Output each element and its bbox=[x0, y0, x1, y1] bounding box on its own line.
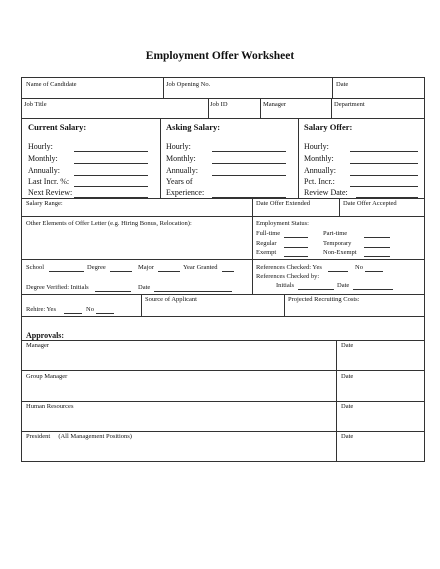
year-granted-label: Year Granted bbox=[183, 264, 218, 271]
full-time-label: Full-time bbox=[256, 230, 281, 237]
row-divider bbox=[22, 401, 424, 402]
offer-pct-incr-label: Pct. Incr.: bbox=[304, 177, 335, 186]
approval-group-manager-date-label: Date bbox=[341, 373, 354, 380]
references-initials-line[interactable] bbox=[298, 289, 334, 290]
divider bbox=[298, 118, 299, 198]
school-line[interactable] bbox=[49, 271, 84, 272]
divider bbox=[260, 98, 261, 118]
approval-manager-label: Manager bbox=[26, 342, 50, 349]
degree-line[interactable] bbox=[110, 271, 132, 272]
non-exempt-line[interactable] bbox=[364, 256, 390, 257]
approval-hr-date-label: Date bbox=[341, 403, 354, 410]
regular-line[interactable] bbox=[284, 247, 308, 248]
current-salary-heading: Current Salary: bbox=[28, 122, 87, 132]
degree-verified-line[interactable] bbox=[95, 291, 131, 292]
employment-status-label: Employment Status: bbox=[256, 220, 309, 227]
worksheet-form bbox=[21, 77, 425, 462]
row-divider bbox=[22, 198, 424, 199]
approval-hr-label: Human Resources bbox=[26, 403, 74, 410]
approval-president-date-label: Date bbox=[341, 433, 354, 440]
current-monthly-line[interactable] bbox=[74, 163, 148, 164]
major-label: Major bbox=[138, 264, 154, 271]
department-label: Department bbox=[334, 101, 365, 108]
row-divider bbox=[22, 431, 424, 432]
rehire-no-label: No bbox=[86, 306, 94, 313]
asking-annually-label: Annually: bbox=[166, 166, 198, 175]
references-no-label: No bbox=[355, 264, 363, 271]
job-opening-no-label: Job Opening No. bbox=[166, 81, 211, 88]
offer-monthly-label: Monthly: bbox=[304, 154, 334, 163]
row-divider bbox=[22, 216, 424, 217]
job-id-label: Job ID bbox=[210, 101, 228, 108]
current-hourly-label: Hourly: bbox=[28, 142, 53, 151]
current-hourly-line[interactable] bbox=[74, 151, 148, 152]
divider bbox=[339, 198, 340, 216]
offer-review-date-label: Review Date: bbox=[304, 188, 348, 197]
asking-experience-label: Experience: bbox=[166, 188, 205, 197]
current-last-incr-line[interactable] bbox=[74, 186, 148, 187]
divider bbox=[252, 216, 253, 259]
row-divider bbox=[22, 316, 424, 317]
asking-monthly-label: Monthly: bbox=[166, 154, 196, 163]
asking-hourly-label: Hourly: bbox=[166, 142, 191, 151]
temporary-line[interactable] bbox=[364, 247, 390, 248]
regular-label: Regular bbox=[256, 240, 277, 247]
major-line[interactable] bbox=[158, 271, 180, 272]
rehire-yes-line[interactable] bbox=[64, 313, 82, 314]
full-time-line[interactable] bbox=[284, 237, 308, 238]
current-annually-line[interactable] bbox=[74, 175, 148, 176]
offer-pct-incr-line[interactable] bbox=[350, 186, 418, 187]
divider bbox=[252, 198, 253, 216]
date-offer-accepted-label: Date Offer Accepted bbox=[343, 200, 397, 207]
asking-hourly-line[interactable] bbox=[212, 151, 286, 152]
source-of-applicant-label: Source of Applicant bbox=[145, 296, 197, 303]
row-divider bbox=[22, 118, 424, 119]
school-label: School bbox=[26, 264, 45, 271]
page-title: Employment Offer Worksheet bbox=[145, 50, 295, 62]
part-time-line[interactable] bbox=[364, 237, 390, 238]
divider bbox=[331, 98, 332, 118]
rehire-label: Rehire: Yes bbox=[26, 306, 56, 313]
offer-hourly-line[interactable] bbox=[350, 151, 418, 152]
asking-monthly-line[interactable] bbox=[212, 163, 286, 164]
year-granted-line[interactable] bbox=[222, 271, 234, 272]
divider bbox=[284, 294, 285, 316]
approval-group-manager-label: Group Manager bbox=[26, 373, 68, 380]
manager-label: Manager bbox=[263, 101, 287, 108]
exempt-line[interactable] bbox=[284, 256, 308, 257]
divider bbox=[163, 78, 164, 98]
offer-monthly-line[interactable] bbox=[350, 163, 418, 164]
part-time-label: Part-time bbox=[323, 230, 348, 237]
degree-label: Degree bbox=[87, 264, 106, 271]
approval-president-label: President (All Management Positions) bbox=[26, 433, 132, 440]
approvals-heading: Approvals: bbox=[26, 331, 65, 340]
divider bbox=[252, 259, 253, 294]
references-date-line[interactable] bbox=[353, 289, 393, 290]
row-divider bbox=[22, 370, 424, 371]
salary-offer-heading: Salary Offer: bbox=[304, 122, 353, 132]
references-checked-by-label: References Checked by: bbox=[256, 273, 320, 280]
name-of-candidate-label: Name of Candidate bbox=[26, 81, 77, 88]
references-no-line[interactable] bbox=[365, 271, 383, 272]
degree-verified-date-line[interactable] bbox=[154, 291, 232, 292]
approval-manager-date-label: Date bbox=[341, 342, 354, 349]
date-offer-extended-label: Date Offer Extended bbox=[256, 200, 311, 207]
references-date-label: Date bbox=[337, 282, 350, 289]
temporary-label: Temporary bbox=[323, 240, 352, 247]
divider bbox=[332, 78, 333, 98]
current-next-review-label: Next Review: bbox=[28, 188, 73, 197]
salary-range-label: Salary Range: bbox=[26, 200, 63, 207]
asking-annually-line[interactable] bbox=[212, 175, 286, 176]
row-divider bbox=[22, 294, 424, 295]
references-checked-label: References Checked: Yes bbox=[256, 264, 322, 271]
asking-salary-heading: Asking Salary: bbox=[166, 122, 221, 132]
current-last-incr-label: Last Incr. %: bbox=[28, 177, 70, 186]
current-monthly-label: Monthly: bbox=[28, 154, 58, 163]
row-divider bbox=[22, 340, 424, 341]
current-annually-label: Annually: bbox=[28, 166, 60, 175]
divider bbox=[141, 294, 142, 316]
degree-verified-label: Degree Verified: Initials bbox=[26, 284, 89, 291]
offer-annually-label: Annually: bbox=[304, 166, 336, 175]
job-title-label: Job Title bbox=[24, 101, 47, 108]
references-initials-label: Initials bbox=[276, 282, 295, 289]
rehire-no-line[interactable] bbox=[96, 313, 114, 314]
asking-years-label: Years of bbox=[166, 177, 193, 186]
offer-annually-line[interactable] bbox=[350, 175, 418, 176]
exempt-label: Exempt bbox=[256, 249, 277, 256]
row-divider bbox=[22, 259, 424, 260]
other-elements-label: Other Elements of Offer Letter (e.g. Hiring Bonus, Relocation): bbox=[26, 220, 192, 227]
offer-hourly-label: Hourly: bbox=[304, 142, 329, 151]
non-exempt-label: Non-Exempt bbox=[323, 249, 357, 256]
date-label: Date bbox=[336, 81, 349, 88]
projected-recruiting-costs-label: Projected Recruiting Costs: bbox=[288, 296, 360, 303]
row-divider bbox=[22, 98, 424, 99]
references-yes-line[interactable] bbox=[328, 271, 348, 272]
degree-verified-date-label: Date bbox=[138, 284, 151, 291]
divider bbox=[160, 118, 161, 198]
divider bbox=[208, 98, 209, 118]
